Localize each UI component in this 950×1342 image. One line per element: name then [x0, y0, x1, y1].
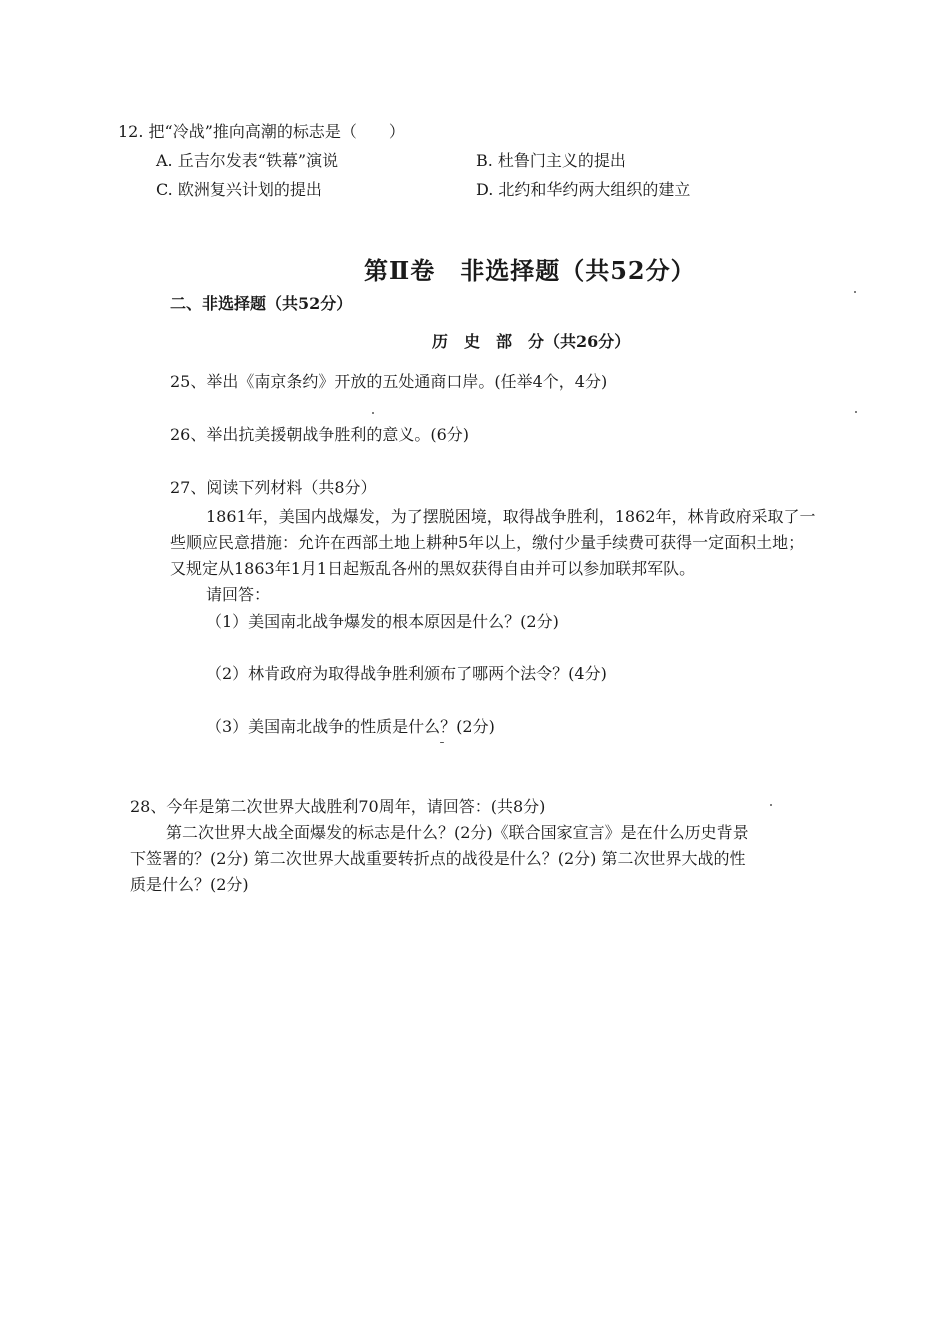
- q12-stem: 12. 把“冷战”推向高潮的标志是（ ）: [118, 122, 405, 141]
- q28-stem: 28、今年是第二次世界大战胜利70周年，请回答：(共8分): [130, 797, 546, 816]
- q28-body-line-3: 质是什么？(2分): [130, 875, 249, 894]
- q12-option-c: C. 欧洲复兴计划的提出: [156, 180, 322, 199]
- scan-speck: [855, 411, 857, 413]
- q27-material-line-2: 些顺应民意措施：允许在西部土地上耕种5年以上，缴付少量手续费可获得一定面积土地；: [170, 533, 805, 552]
- q25: 25、举出《南京条约》开放的五处通商口岸。(任举4个，4分): [170, 372, 608, 391]
- q27-sub1: （1）美国南北战争爆发的根本原因是什么？(2分): [206, 612, 559, 631]
- q27-stem: 27、阅读下列材料（共8分）: [170, 478, 377, 497]
- scan-speck: [372, 412, 374, 414]
- q27-sub2: （2）林肯政府为取得战争胜利颁布了哪两个法令？(4分): [206, 664, 607, 683]
- q27-prompt: 请回答：: [206, 585, 271, 604]
- q12-option-d: D. 北约和华约两大组织的建立: [476, 180, 691, 199]
- q28-body-line-2: 下签署的？(2分) 第二次世界大战重要转折点的战役是什么？(2分) 第二次世界大战的性: [130, 849, 746, 868]
- history-heading: [432, 332, 630, 352]
- q28-body-line-1: 第二次世界大战全面爆发的标志是什么？(2分)《联合国家宣言》是在什么历史背景: [166, 823, 749, 842]
- scan-speck: [854, 291, 856, 293]
- scan-speck: [440, 742, 444, 743]
- q12-option-a: A. 丘吉尔发表“铁幕”演说: [156, 151, 339, 170]
- q27-material-line-1: 1861年，美国内战爆发，为了摆脱困境，取得战争胜利，1862年，林肯政府采取了一: [206, 507, 816, 526]
- q12-option-b: B. 杜鲁门主义的提出: [476, 151, 626, 170]
- scan-speck: [770, 804, 772, 806]
- q26: 26、举出抗美援朝战争胜利的意义。(6分): [170, 425, 470, 444]
- part-heading: 二、非选择题（共52分）: [170, 294, 353, 313]
- section-title: 第Ⅱ卷 非选择题（共52分）: [364, 256, 696, 285]
- q27-material-line-3: 又规定从1863年1月1日起叛乱各州的黑奴获得自由并可以参加联邦军队。: [170, 559, 696, 578]
- history-heading-text: 历 史 部 分（共26分）: [432, 332, 631, 351]
- q27-sub3: （3）美国南北战争的性质是什么？(2分): [206, 717, 495, 736]
